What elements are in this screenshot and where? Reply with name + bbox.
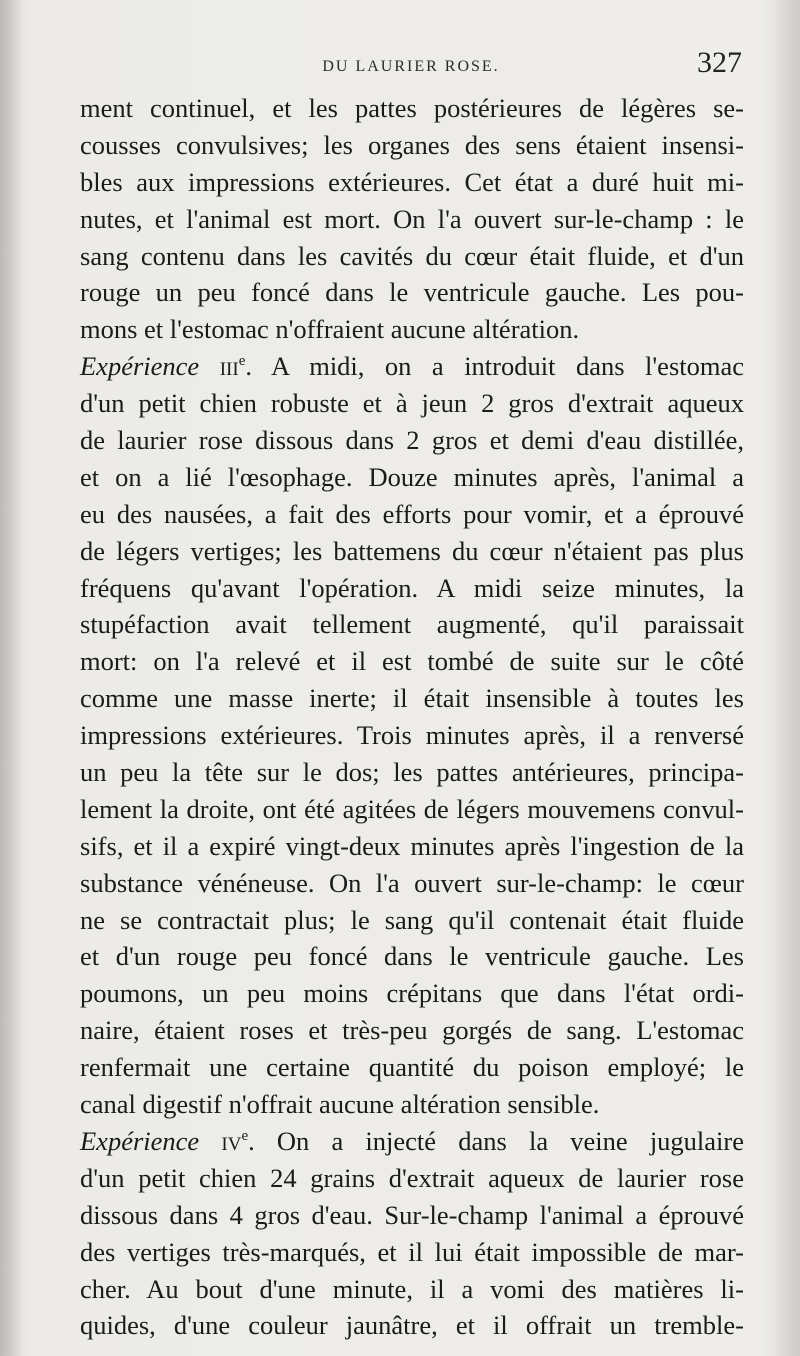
text-line (80, 606, 744, 643)
text-line (80, 1123, 744, 1160)
text-line (80, 201, 744, 238)
line-text: mort: on l'a relevé et il est tombé de suite sur le côté (80, 646, 744, 677)
line-text: lement la droite, ont été agitées de légers mouvemens convul- (80, 793, 744, 824)
text-line (80, 385, 744, 422)
text-line (80, 274, 744, 311)
line-text: mons et l'estomac n'offraient aucune altération. (80, 314, 580, 345)
line-text: cher. Au bout d'une minute, il a vomi des matières li- (80, 1273, 744, 1304)
line-text: cousses convulsives; les organes des sens étaient insensi- (80, 129, 744, 160)
line-text: et on a lié l'œsophage. Douze minutes après, l'animal a (80, 461, 744, 492)
text-line (80, 570, 744, 607)
line-text: ment continuel, et les pattes postérieures de légères se- (80, 93, 744, 123)
line-text: eu des nausées, a fait des efforts pour vomir, et a éprouvé (80, 498, 744, 529)
experiment-numeral: iii (219, 351, 239, 382)
line-text: impressions extérieures. Trois minutes après, il a renversé (80, 720, 744, 751)
text-line (80, 533, 744, 570)
line-text: stupéfaction avait tellement augmenté, qu'il paraissait (80, 609, 744, 640)
text-line (80, 348, 744, 385)
text-line (80, 791, 744, 828)
text-line (80, 90, 744, 127)
line-text: dissous dans 4 gros d'eau. Sur-le-champ l'animal a éprouvé (80, 1199, 744, 1230)
text-line (80, 164, 744, 201)
text-line (80, 754, 744, 791)
text-line (80, 459, 744, 496)
page-edge-shadow (774, 0, 800, 1356)
text-line (80, 680, 744, 717)
experiment-numeral: iv (221, 1125, 242, 1156)
experiment-heading: Expérience (80, 351, 200, 382)
text-line (80, 1197, 744, 1234)
text-line (80, 1160, 744, 1197)
line-text: substance vénéneuse. On l'a ouvert sur-le-champ: le cœur (80, 867, 744, 898)
text-line (80, 238, 744, 275)
line-text: ne se contractait plus; le sang qu'il contenait était fluide (80, 904, 744, 935)
text-line (80, 1086, 744, 1123)
line-text: . A midi, on a introduit dans l'estomac (245, 351, 745, 382)
line-text: de légers vertiges; les battemens du cœur n'étaient pas plus (80, 535, 744, 566)
line-text: quides, d'une couleur jaunâtre, et il offrait un tremble- (80, 1310, 744, 1341)
line-text: sifs, et il a expiré vingt-deux minutes après l'ingestion de la (80, 830, 744, 861)
ordinal-suffix: e (238, 353, 246, 370)
text-line (80, 938, 744, 975)
text-line (80, 1307, 744, 1344)
line-text: des vertiges très-marqués, et il lui était impossible de mar- (80, 1236, 744, 1267)
line-text: naire, étaient roses et très-peu gorgés de sang. L'estomac (80, 1015, 744, 1046)
text-line (80, 1271, 744, 1308)
line-text: bles aux impressions extérieures. Cet état a duré huit mi- (80, 166, 744, 197)
text-line (80, 975, 744, 1012)
text-line (80, 496, 744, 533)
text-line (80, 828, 744, 865)
text-line (80, 1012, 744, 1049)
text-line (80, 1234, 744, 1271)
line-text: et d'un rouge peu foncé dans le ventricule gauche. Les (80, 941, 744, 972)
text-line (80, 717, 744, 754)
text-line (80, 865, 744, 902)
line-text: comme une masse inerte; il était insensible à toutes les (80, 683, 744, 714)
line-text: de laurier rose dissous dans 2 gros et demi d'eau distillée, (80, 425, 744, 456)
running-title: DU LAURIER ROSE. (322, 58, 500, 75)
line-text: nutes, et l'animal est mort. On l'a ouvert sur-le-champ : le (80, 203, 744, 234)
line-text: d'un petit chien robuste et à jeun 2 gros d'extrait aqueux (80, 388, 744, 419)
line-text: fréquens qu'avant l'opération. A midi seize minutes, la (80, 572, 744, 603)
page-header (80, 42, 742, 82)
line-text: poumons, un peu moins crépitans que dans l'état ordi- (80, 978, 744, 1009)
text-line (80, 311, 744, 348)
line-text: un peu la tête sur le dos; les pattes antérieures, principa- (80, 757, 744, 788)
text-line (80, 643, 744, 680)
line-text: canal digestif n'offrait aucune altération sensible. (80, 1089, 600, 1120)
page-spine-shadow (0, 0, 22, 1356)
line-text: sang contenu dans les cavités du cœur était fluide, et d'un (80, 240, 744, 271)
body-text (80, 90, 744, 1344)
line-text: d'un petit chien 24 grains d'extrait aqueux de laurier rose (80, 1162, 744, 1193)
text-line (80, 422, 744, 459)
text-line (80, 902, 744, 939)
text-line (80, 1049, 744, 1086)
line-text: . On a injecté dans la veine jugulaire (248, 1125, 745, 1156)
page-number: 327 (697, 46, 742, 79)
experiment-heading: Expérience (80, 1125, 200, 1156)
text-line (80, 127, 744, 164)
line-text: rouge un peu foncé dans le ventricule gauche. Les pou- (80, 277, 744, 308)
line-text: renfermait une certaine quantité du poison employé; le (80, 1052, 744, 1083)
ordinal-suffix: e (241, 1127, 249, 1144)
